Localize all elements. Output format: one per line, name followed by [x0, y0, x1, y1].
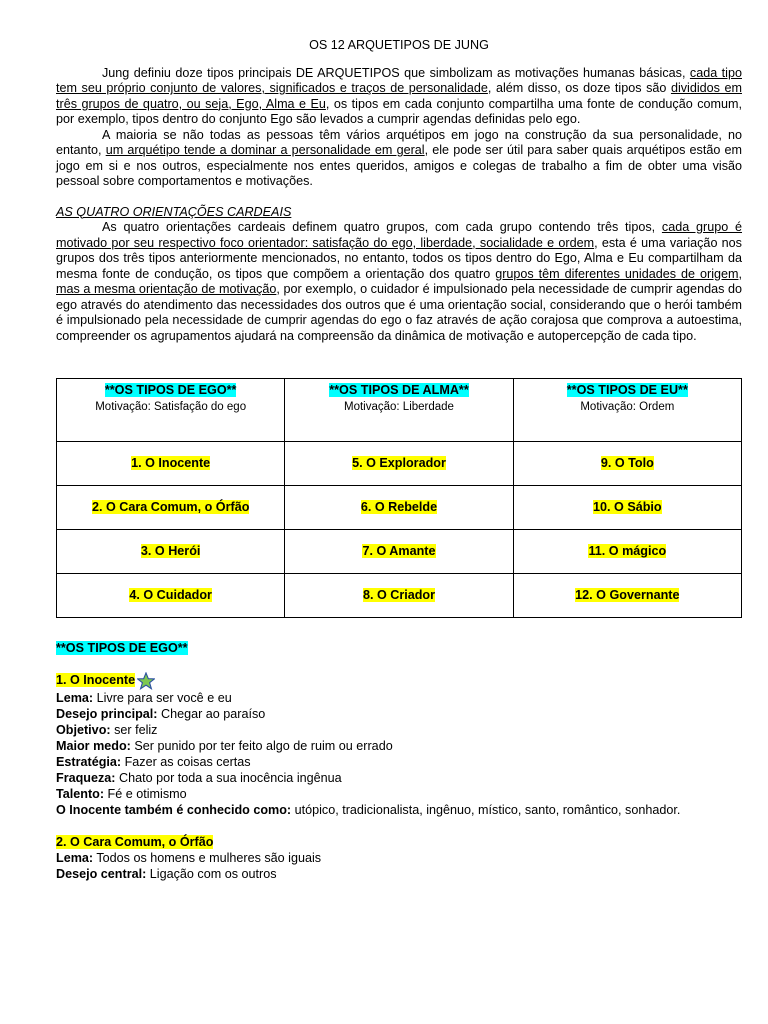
table-cell: 6. O Rebelde: [285, 486, 513, 530]
archetype-table: [56, 378, 742, 618]
list-item: Fraqueza: Chato por toda a sua inocência ingênua: [56, 771, 342, 785]
list-item: Lema: Todos os homens e mulheres são iguais: [56, 851, 322, 865]
table-cell: 2. O Cara Comum, o Órfão: [57, 486, 285, 530]
table-cell: 10. O Sábio: [513, 486, 741, 530]
table-row: [57, 574, 742, 618]
list-item: O Inocente também é conhecido como: utópico, tradicionalista, ingênuo, místico, santo, romântico, sonhador.: [56, 803, 681, 817]
list-item: Lema: Livre para ser você e eu: [56, 691, 232, 705]
archetype-orfao: [56, 834, 742, 882]
list-item: Desejo principal: Chegar ao paraíso: [56, 707, 266, 721]
table-header-row: [57, 379, 742, 442]
star-icon: [137, 672, 155, 690]
paragraph-orientacoes: As quatro orientações cardeais definem quatro grupos, com cada grupo contendo três tipos, cada grupo é motivado por seu respectivo foco orientador: satisfação do ego, liberdade, socialidade e ordem, esta é uma variação nos grupos dos três tipos anteriormente mencionados, no entanto, todos os tipos dentro do Ego, Alma e Eu compartilham da mesma fonte de condução, os tipos que compõem a orientação dos quatro grupos têm diferentes unidades de origem, mas a mesma orientação de motivação, por exemplo, o cuidador é impulsionado pela necessidade de cumprir agendas do ego através do atendimento das necessidades dos outros que é uma orientação social, considerando que o herói também é impulsionado pela necessidade de cumprir agendas do ego o faz através de ação corajosa que comprova a autoestima, compreender os agrupamentos ajudará na compreensão da dinâmica de motivação e autopercepção de cada tipo.: [56, 220, 743, 343]
document-page: [56, 38, 742, 898]
header-cell-ego: **OS TIPOS DE EGO** Motivação: Satisfação do ego: [57, 379, 285, 442]
table-row: [57, 442, 742, 486]
table-cell: 5. O Explorador: [285, 442, 513, 486]
list-item: Desejo central: Ligação com os outros: [56, 867, 277, 881]
archetype-inocente: [56, 672, 742, 818]
archetype-title: 2. O Cara Comum, o Órfão: [56, 835, 214, 849]
table-cell: 9. O Tolo: [513, 442, 741, 486]
list-item: Talento: Fé e otimismo: [56, 787, 187, 801]
ego-types-section: [56, 640, 742, 882]
header-cell-alma: **OS TIPOS DE ALMA** Motivação: Liberdade: [285, 379, 513, 442]
table-cell: 4. O Cuidador: [57, 574, 285, 618]
ego-heading: **OS TIPOS DE EGO**: [56, 641, 188, 655]
table-row: [57, 486, 742, 530]
section-heading-orientacoes: AS QUATRO ORIENTAÇÕES CARDEAIS: [56, 204, 292, 219]
list-item: Objetivo: ser feliz: [56, 723, 158, 737]
table-cell: 7. O Amante: [285, 530, 513, 574]
list-item: Estratégia: Fazer as coisas certas: [56, 755, 251, 769]
paragraph-intro: Jung definiu doze tipos principais DE ARQUETIPOS que simbolizam as motivações humanas básicas, cada tipo tem seu próprio conjunto de valores, significados e traços de personalidade, além disso, os doze tipos são divididos em três grupos de quatro, ou seja, Ego, Alma e Eu, os tipos em cada conjunto compartilha uma fonte de condução comum, por exemplo, tipos dentro do conjunto Ego são levados a cumprir agendas definidas pelo ego.: [56, 65, 742, 126]
table-cell: 1. O Inocente: [57, 442, 285, 486]
paragraph-personality: A maioria se não todas as pessoas têm vários arquétipos em jogo na construção da sua personalidade, no entanto, um arquétipo tende a dominar a personalidade em geral, ele pode ser útil para saber quais arquétipos estão em jogo em si e nos outros, especialmente nos entes queridos, amigos e colegas de trabalho a fim de obter uma visão pessoal sobre comportamentos e motivações.: [56, 127, 742, 188]
table-cell: 3. O Herói: [57, 530, 285, 574]
list-item: Maior medo: Ser punido por ter feito algo de ruim ou errado: [56, 739, 393, 753]
table-cell: 11. O mágico: [513, 530, 741, 574]
table-cell: 12. O Governante: [513, 574, 741, 618]
archetype-title: 1. O Inocente: [56, 673, 136, 687]
table-cell: 8. O Criador: [285, 574, 513, 618]
table-row: [57, 530, 742, 574]
document-title: OS 12 ARQUETIPOS DE JUNG: [309, 38, 489, 52]
header-cell-eu: **OS TIPOS DE EU** Motivação: Ordem: [513, 379, 741, 442]
